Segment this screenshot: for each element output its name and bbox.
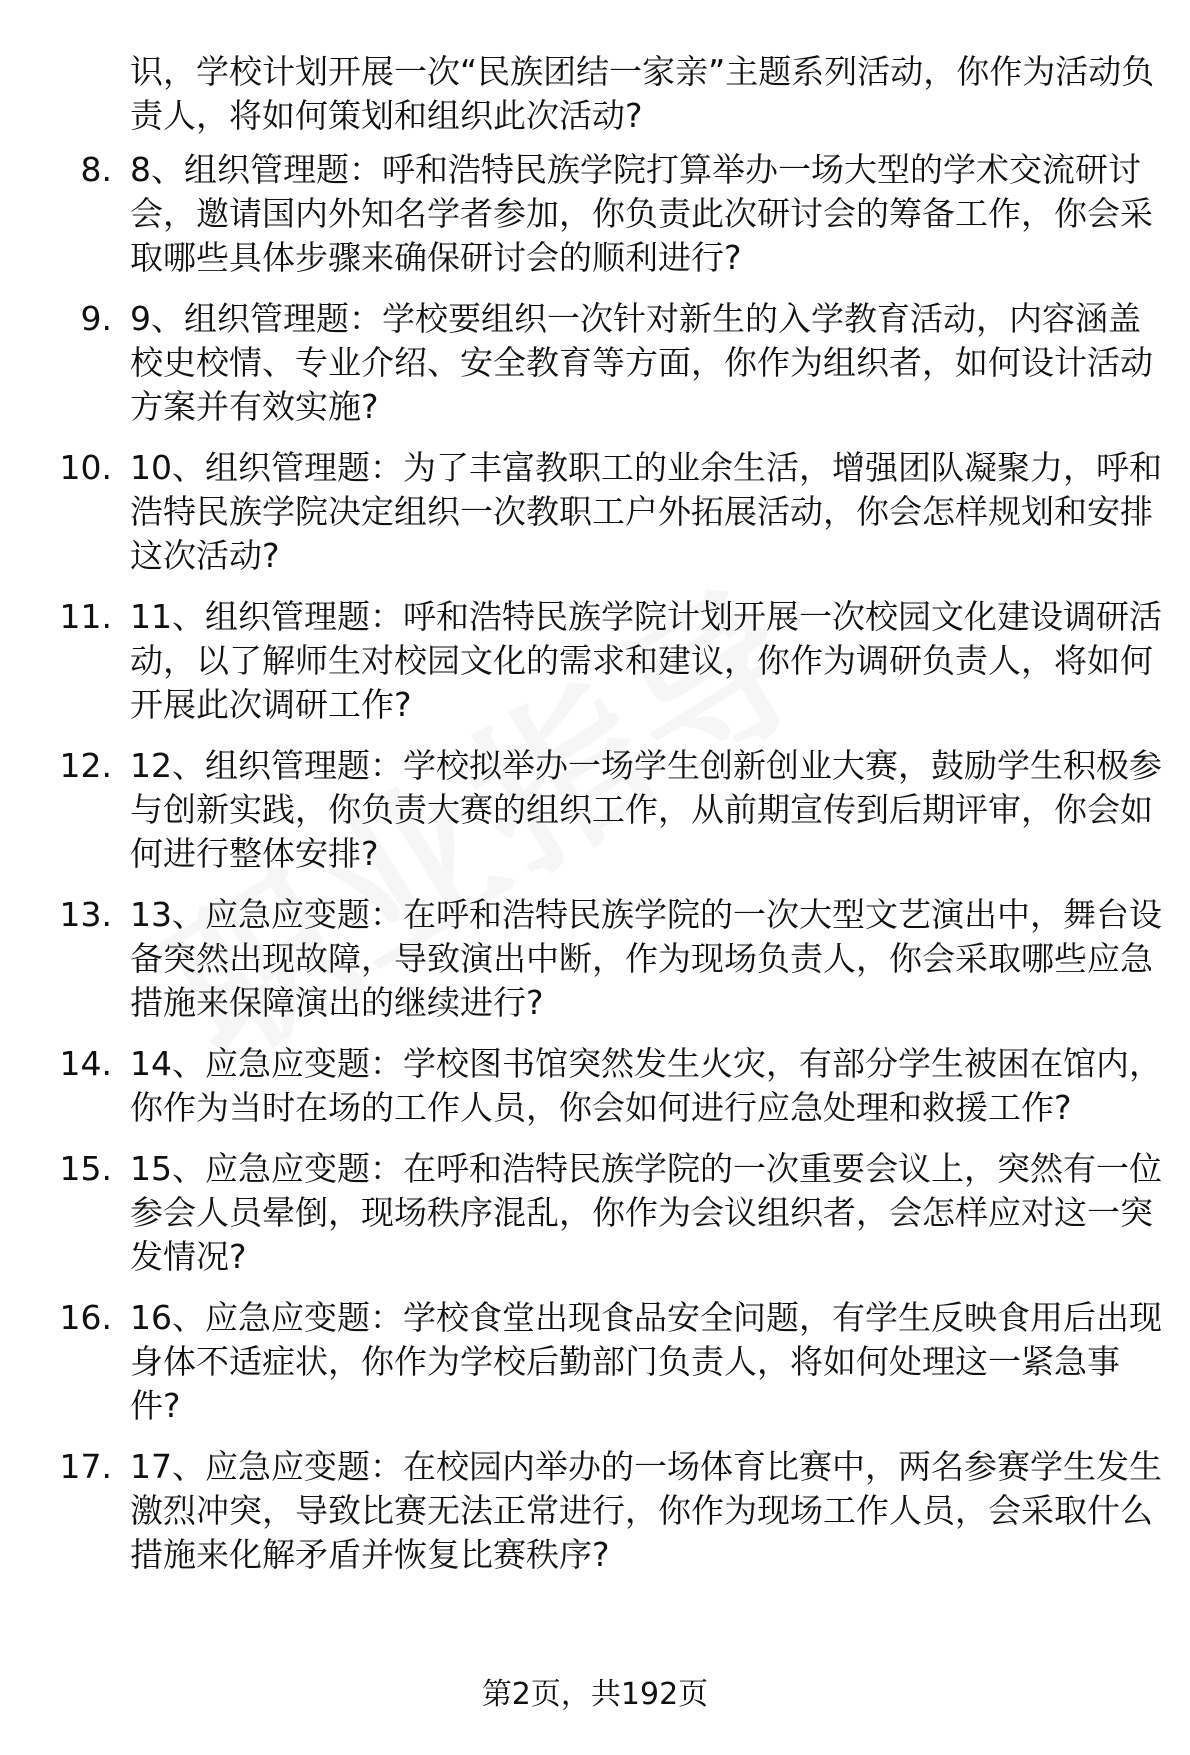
list-item-text: 17、应急应变题：在校园内举办的一场体育比赛中，两名参赛学生发生激烈冲突，导致比赛无法正常进行，你作为现场工作人员，会采取什么措施来化解矛盾并恢复比赛秩序? xyxy=(130,1447,1162,1574)
list-item xyxy=(0,148,1190,280)
list-item xyxy=(0,744,1190,876)
list-item-text: 16、应急应变题：学校食堂出现食品安全问题，有学生反映食用后出现身体不适症状，你作为学校后勤部门负责人，将如何处理这一紧急事件? xyxy=(130,1298,1162,1425)
list-item-text: 13、应急应变题：在呼和浩特民族学院的一次大型文艺演出中，舞台设备突然出现故障，导致演出中断，作为现场负责人，你会采取哪些应急措施来保障演出的继续进行? xyxy=(130,895,1162,1022)
list-item xyxy=(0,297,1190,429)
list-item-number: 14. xyxy=(59,1044,112,1083)
list-item-text: 15、应急应变题：在呼和浩特民族学院的一次重要会议上，突然有一位参会人员晕倒，现场秩序混乱，你作为会议组织者，会怎样应对这一突发情况? xyxy=(130,1149,1162,1276)
list-item xyxy=(0,1296,1190,1428)
list-item-number: 9. xyxy=(80,299,112,338)
list-item-text: 10、组织管理题：为了丰富教职工的业余生活，增强团队凝聚力，呼和浩特民族学院决定组织一次教职工户外拓展活动，你会怎样规划和安排这次活动? xyxy=(130,448,1162,575)
list-item-text: 12、组织管理题：学校拟举办一场学生创新创业大赛，鼓励学生积极参与创新实践，你负责大赛的组织工作，从前期宣传到后期评审，你会如何进行整体安排? xyxy=(130,746,1162,873)
list-item-text: 14、应急应变题：学校图书馆突然发生火灾，有部分学生被困在馆内，你作为当时在场的工作人员，你会如何进行应急处理和救援工作? xyxy=(130,1044,1162,1127)
list-item-text: 11、组织管理题：呼和浩特民族学院计划开展一次校园文化建设调研活动，以了解师生对校园文化的需求和建议，你作为调研负责人，将如何开展此次调研工作? xyxy=(130,597,1162,724)
list-item xyxy=(0,1445,1190,1577)
list-item xyxy=(0,1147,1190,1279)
list-item-number: 15. xyxy=(59,1149,112,1188)
page-footer: 第2页，共192页 xyxy=(481,1677,709,1712)
list-item-number: 10. xyxy=(59,448,112,487)
list-item-number: 11. xyxy=(59,597,112,636)
list-item-number: 13. xyxy=(59,895,112,934)
list-item-number: 12. xyxy=(59,746,112,785)
list-item-number: 16. xyxy=(59,1298,112,1337)
list-item-text: 8、组织管理题：呼和浩特民族学院打算举办一场大型的学术交流研讨会，邀请国内外知名学者参加，你负责此次研讨会的筹备工作，你会采取哪些具体步骤来确保研讨会的顺利进行? xyxy=(130,150,1153,277)
list-item xyxy=(0,446,1190,578)
list-item xyxy=(0,595,1190,727)
list-item xyxy=(0,893,1190,1025)
list-item xyxy=(0,1042,1190,1130)
list-item-number: 17. xyxy=(59,1447,112,1486)
list-item-text: 9、组织管理题：学校要组织一次针对新生的入学教育活动，内容涵盖校史校情、专业介绍、安全教育等方面，你作为组织者，如何设计活动方案并有效实施? xyxy=(130,299,1153,426)
question-list xyxy=(0,148,1190,1594)
intro-paragraph: 识，学校计划开展一次“民族团结一家亲”主题系列活动，你作为活动负责人，将如何策划和组织此次活动? xyxy=(130,52,1155,135)
list-item-number: 8. xyxy=(80,150,112,189)
